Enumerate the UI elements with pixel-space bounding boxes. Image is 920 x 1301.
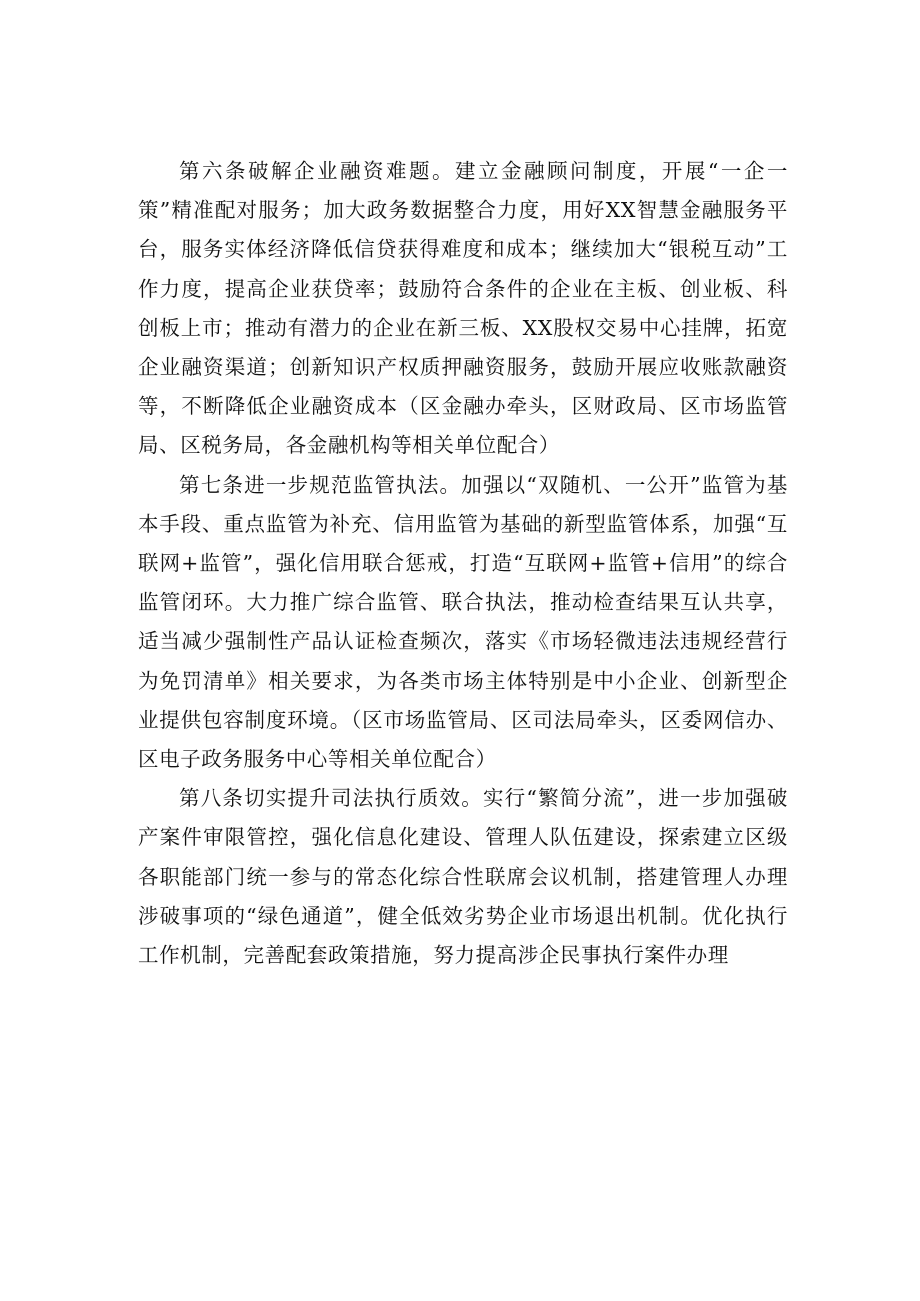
paragraph-article-7: 第七条进一步规范监管执法。加强以“双随机、一公开”监管为基本手段、重点监管为补充、信用监管为基础的新型监管体系，加强“互联网+监管”，强化信用联合惩戒，打造“互联网+监管+信用”的综合监管闭环。大力推广综合监管、联合执法，推动检查结果互认共享，适当减少强制性产品认证检查频次，落实《市场轻微违法违规经营行为免罚清单》相关要求，为各类市场主体特别是中小企业、创新型企业提供包容制度环境。（区市场监管局、区司法局牵头，区委网信办、区电子政务服务中心等相关单位配合）	[138, 472, 788, 772]
document-body	[138, 152, 788, 975]
paragraph-article-8: 第八条切实提升司法执行质效。实行“繁简分流”，进一步加强破产案件审限管控，强化信息化建设、管理人队伍建设，探索建立区级各职能部门统一参与的常态化综合性联席会议机制，搭建管理人办理涉破事项的“绿色通道”，健全低效劣势企业市场退出机制。优化执行工作机制，完善配套政策措施，努力提高涉企民事执行案件办理	[138, 786, 788, 968]
paragraph-article-6: 第六条破解企业融资难题。建立金融顾问制度，开展“一企一策”精准配对服务；加大政务数据整合力度，用好XX智慧金融服务平台，服务实体经济降低信贷获得难度和成本；继续加大“银税互动”工作力度，提高企业获贷率；鼓励符合条件的企业在主板、创业板、科创板上市；推动有潜力的企业在新三板、XX股权交易中心挂牌，拓宽企业融资渠道；创新知识产权质押融资服务，鼓励开展应收账款融资等，不断降低企业融资成本（区金融办牵头，区财政局、区市场监管局、区税务局，各金融机构等相关单位配合）	[138, 159, 788, 458]
